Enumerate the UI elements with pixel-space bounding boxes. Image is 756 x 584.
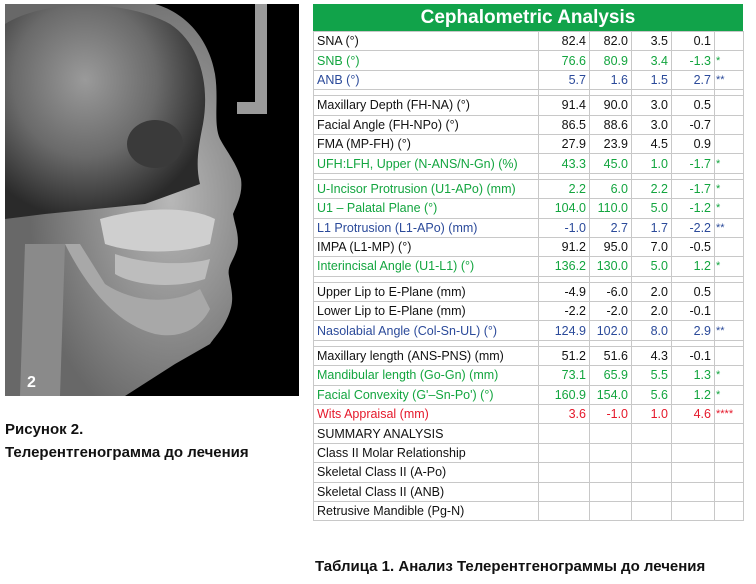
table-caption: Таблица 1. Анализ Телерентгенограммы до лечения (315, 558, 706, 575)
row-label: Lower Lip to E-Plane (mm) (314, 302, 539, 321)
value-norm: 23.9 (590, 134, 632, 153)
significance-flag: * (715, 199, 744, 218)
value-norm: 110.0 (590, 199, 632, 218)
value-norm: 82.0 (590, 32, 632, 51)
table-row (314, 482, 744, 501)
table-row (314, 134, 744, 153)
row-label: IMPA (L1-MP) (°) (314, 237, 539, 256)
value-sd: 4.5 (632, 134, 672, 153)
value-norm: 51.6 (590, 346, 632, 365)
significance-flag: ** (715, 70, 744, 89)
table-row (314, 257, 744, 276)
value-deviation: 2.9 (672, 321, 715, 340)
value-norm: 102.0 (590, 321, 632, 340)
table-row (314, 405, 744, 424)
value-patient: 91.4 (539, 96, 590, 115)
table-row (314, 96, 744, 115)
value-deviation: 4.6 (672, 405, 715, 424)
row-label: L1 Protrusion (L1-APo) (mm) (314, 218, 539, 237)
table-row (314, 302, 744, 321)
value-sd: 7.0 (632, 237, 672, 256)
value-sd: 4.3 (632, 346, 672, 365)
row-label: Maxillary Depth (FH-NA) (°) (314, 96, 539, 115)
value-deviation: 1.2 (672, 385, 715, 404)
cephalometric-table (313, 4, 743, 521)
value-deviation: 0.5 (672, 96, 715, 115)
value-patient: 2.2 (539, 179, 590, 198)
value-deviation: 1.3 (672, 366, 715, 385)
table-row (314, 501, 744, 520)
row-label: ANB (°) (314, 70, 539, 89)
value-patient: 51.2 (539, 346, 590, 365)
value-patient: 76.6 (539, 51, 590, 70)
value-sd: 3.0 (632, 115, 672, 134)
value-sd: 5.0 (632, 199, 672, 218)
value-deviation (672, 443, 715, 462)
value-patient: 3.6 (539, 405, 590, 424)
value-sd: 3.4 (632, 51, 672, 70)
value-sd: 1.7 (632, 218, 672, 237)
table-row (314, 199, 744, 218)
value-patient: -4.9 (539, 282, 590, 301)
value-patient: 82.4 (539, 32, 590, 51)
value-norm: 2.7 (590, 218, 632, 237)
significance-flag (715, 482, 744, 501)
value-patient: 124.9 (539, 321, 590, 340)
row-label: FMA (MP-FH) (°) (314, 134, 539, 153)
significance-flag (715, 501, 744, 520)
value-norm: 45.0 (590, 154, 632, 173)
value-patient: 43.3 (539, 154, 590, 173)
table-row (314, 51, 744, 70)
value-deviation (672, 424, 715, 443)
value-deviation: -1.7 (672, 179, 715, 198)
row-label: Skeletal Class II (ANB) (314, 482, 539, 501)
value-sd: 5.0 (632, 257, 672, 276)
value-deviation: 2.7 (672, 70, 715, 89)
value-patient: 73.1 (539, 366, 590, 385)
value-deviation: 0.1 (672, 32, 715, 51)
value-patient: -1.0 (539, 218, 590, 237)
value-patient: -2.2 (539, 302, 590, 321)
row-label: U1 – Palatal Plane (°) (314, 199, 539, 218)
figure-number: 2 (27, 374, 36, 391)
significance-flag: * (715, 51, 744, 70)
row-label: Maxillary length (ANS-PNS) (mm) (314, 346, 539, 365)
row-label: Nasolabial Angle (Col-Sn-UL) (°) (314, 321, 539, 340)
table-row (314, 282, 744, 301)
value-norm (590, 443, 632, 462)
table-row (314, 321, 744, 340)
value-sd: 8.0 (632, 321, 672, 340)
value-sd (632, 482, 672, 501)
value-sd: 3.5 (632, 32, 672, 51)
table-row (314, 154, 744, 173)
row-label: Retrusive Mandible (Pg-N) (314, 501, 539, 520)
significance-flag: **** (715, 405, 744, 424)
value-deviation: -0.1 (672, 302, 715, 321)
table-row (314, 346, 744, 365)
value-norm: 65.9 (590, 366, 632, 385)
value-deviation: -0.1 (672, 346, 715, 365)
row-label: U-Incisor Protrusion (U1-APo) (mm) (314, 179, 539, 198)
value-norm (590, 482, 632, 501)
table-row (314, 443, 744, 462)
value-deviation: 0.9 (672, 134, 715, 153)
figure-caption (5, 418, 249, 464)
table-row (314, 115, 744, 134)
value-sd (632, 463, 672, 482)
value-sd: 2.0 (632, 282, 672, 301)
table-row (314, 385, 744, 404)
value-norm (590, 463, 632, 482)
value-deviation: -1.7 (672, 154, 715, 173)
value-norm: -2.0 (590, 302, 632, 321)
table-row (314, 70, 744, 89)
row-label: Interincisal Angle (U1-L1) (°) (314, 257, 539, 276)
value-deviation (672, 482, 715, 501)
significance-flag (715, 237, 744, 256)
table-row (314, 463, 744, 482)
row-label: Mandibular length (Go-Gn) (mm) (314, 366, 539, 385)
value-deviation: -0.5 (672, 237, 715, 256)
significance-flag (715, 32, 744, 51)
value-deviation: -1.2 (672, 199, 715, 218)
data-table (313, 31, 744, 521)
value-sd: 5.6 (632, 385, 672, 404)
significance-flag: ** (715, 218, 744, 237)
significance-flag (715, 302, 744, 321)
table-row (314, 32, 744, 51)
value-norm: 6.0 (590, 179, 632, 198)
significance-flag (715, 424, 744, 443)
value-norm (590, 501, 632, 520)
row-label: UFH:LFH, Upper (N-ANS/N-Gn) (%) (314, 154, 539, 173)
row-label: Facial Convexity (G'–Sn-Po') (°) (314, 385, 539, 404)
value-norm: 88.6 (590, 115, 632, 134)
value-patient: 86.5 (539, 115, 590, 134)
value-norm: 130.0 (590, 257, 632, 276)
figure-caption-line2: Телерентгенограмма до лечения (5, 444, 249, 461)
row-label: Facial Angle (FH-NPo) (°) (314, 115, 539, 134)
value-sd (632, 424, 672, 443)
value-deviation (672, 501, 715, 520)
value-norm: 90.0 (590, 96, 632, 115)
figure-caption-line1: Рисунок 2. (5, 421, 84, 438)
row-label: SNB (°) (314, 51, 539, 70)
value-sd: 5.5 (632, 366, 672, 385)
value-deviation: -1.3 (672, 51, 715, 70)
value-patient (539, 424, 590, 443)
value-patient: 27.9 (539, 134, 590, 153)
value-patient (539, 463, 590, 482)
value-patient: 5.7 (539, 70, 590, 89)
value-patient: 104.0 (539, 199, 590, 218)
table-row (314, 218, 744, 237)
significance-flag (715, 282, 744, 301)
skull-xray-drawing (5, 4, 299, 396)
value-norm: 1.6 (590, 70, 632, 89)
value-sd: 2.0 (632, 302, 672, 321)
significance-flag (715, 115, 744, 134)
significance-flag: * (715, 154, 744, 173)
value-sd (632, 443, 672, 462)
significance-flag: ** (715, 321, 744, 340)
value-deviation: -2.2 (672, 218, 715, 237)
row-label: Class II Molar Relationship (314, 443, 539, 462)
value-deviation: 0.5 (672, 282, 715, 301)
value-norm: 95.0 (590, 237, 632, 256)
value-patient (539, 443, 590, 462)
significance-flag (715, 443, 744, 462)
row-label: SUMMARY ANALYSIS (314, 424, 539, 443)
value-sd: 1.0 (632, 405, 672, 424)
value-sd: 1.0 (632, 154, 672, 173)
value-patient: 136.2 (539, 257, 590, 276)
value-deviation (672, 463, 715, 482)
value-norm (590, 424, 632, 443)
value-patient (539, 482, 590, 501)
value-sd: 2.2 (632, 179, 672, 198)
table-row (314, 424, 744, 443)
significance-flag (715, 463, 744, 482)
row-label: Wits Appraisal (mm) (314, 405, 539, 424)
table-row (314, 237, 744, 256)
row-label: SNA (°) (314, 32, 539, 51)
significance-flag: * (715, 385, 744, 404)
row-label: Upper Lip to E-Plane (mm) (314, 282, 539, 301)
value-patient: 91.2 (539, 237, 590, 256)
table-title: Cephalometric Analysis (313, 4, 743, 31)
significance-flag: * (715, 366, 744, 385)
value-deviation: 1.2 (672, 257, 715, 276)
significance-flag (715, 134, 744, 153)
significance-flag (715, 96, 744, 115)
value-norm: 154.0 (590, 385, 632, 404)
table-row (314, 366, 744, 385)
value-norm: -1.0 (590, 405, 632, 424)
value-norm: 80.9 (590, 51, 632, 70)
value-sd (632, 501, 672, 520)
significance-flag (715, 346, 744, 365)
value-sd: 3.0 (632, 96, 672, 115)
xray-image (5, 4, 299, 396)
value-patient (539, 501, 590, 520)
table-row (314, 179, 744, 198)
row-label: Skeletal Class II (A-Po) (314, 463, 539, 482)
value-patient: 160.9 (539, 385, 590, 404)
value-norm: -6.0 (590, 282, 632, 301)
significance-flag: * (715, 257, 744, 276)
value-deviation: -0.7 (672, 115, 715, 134)
significance-flag: * (715, 179, 744, 198)
value-sd: 1.5 (632, 70, 672, 89)
